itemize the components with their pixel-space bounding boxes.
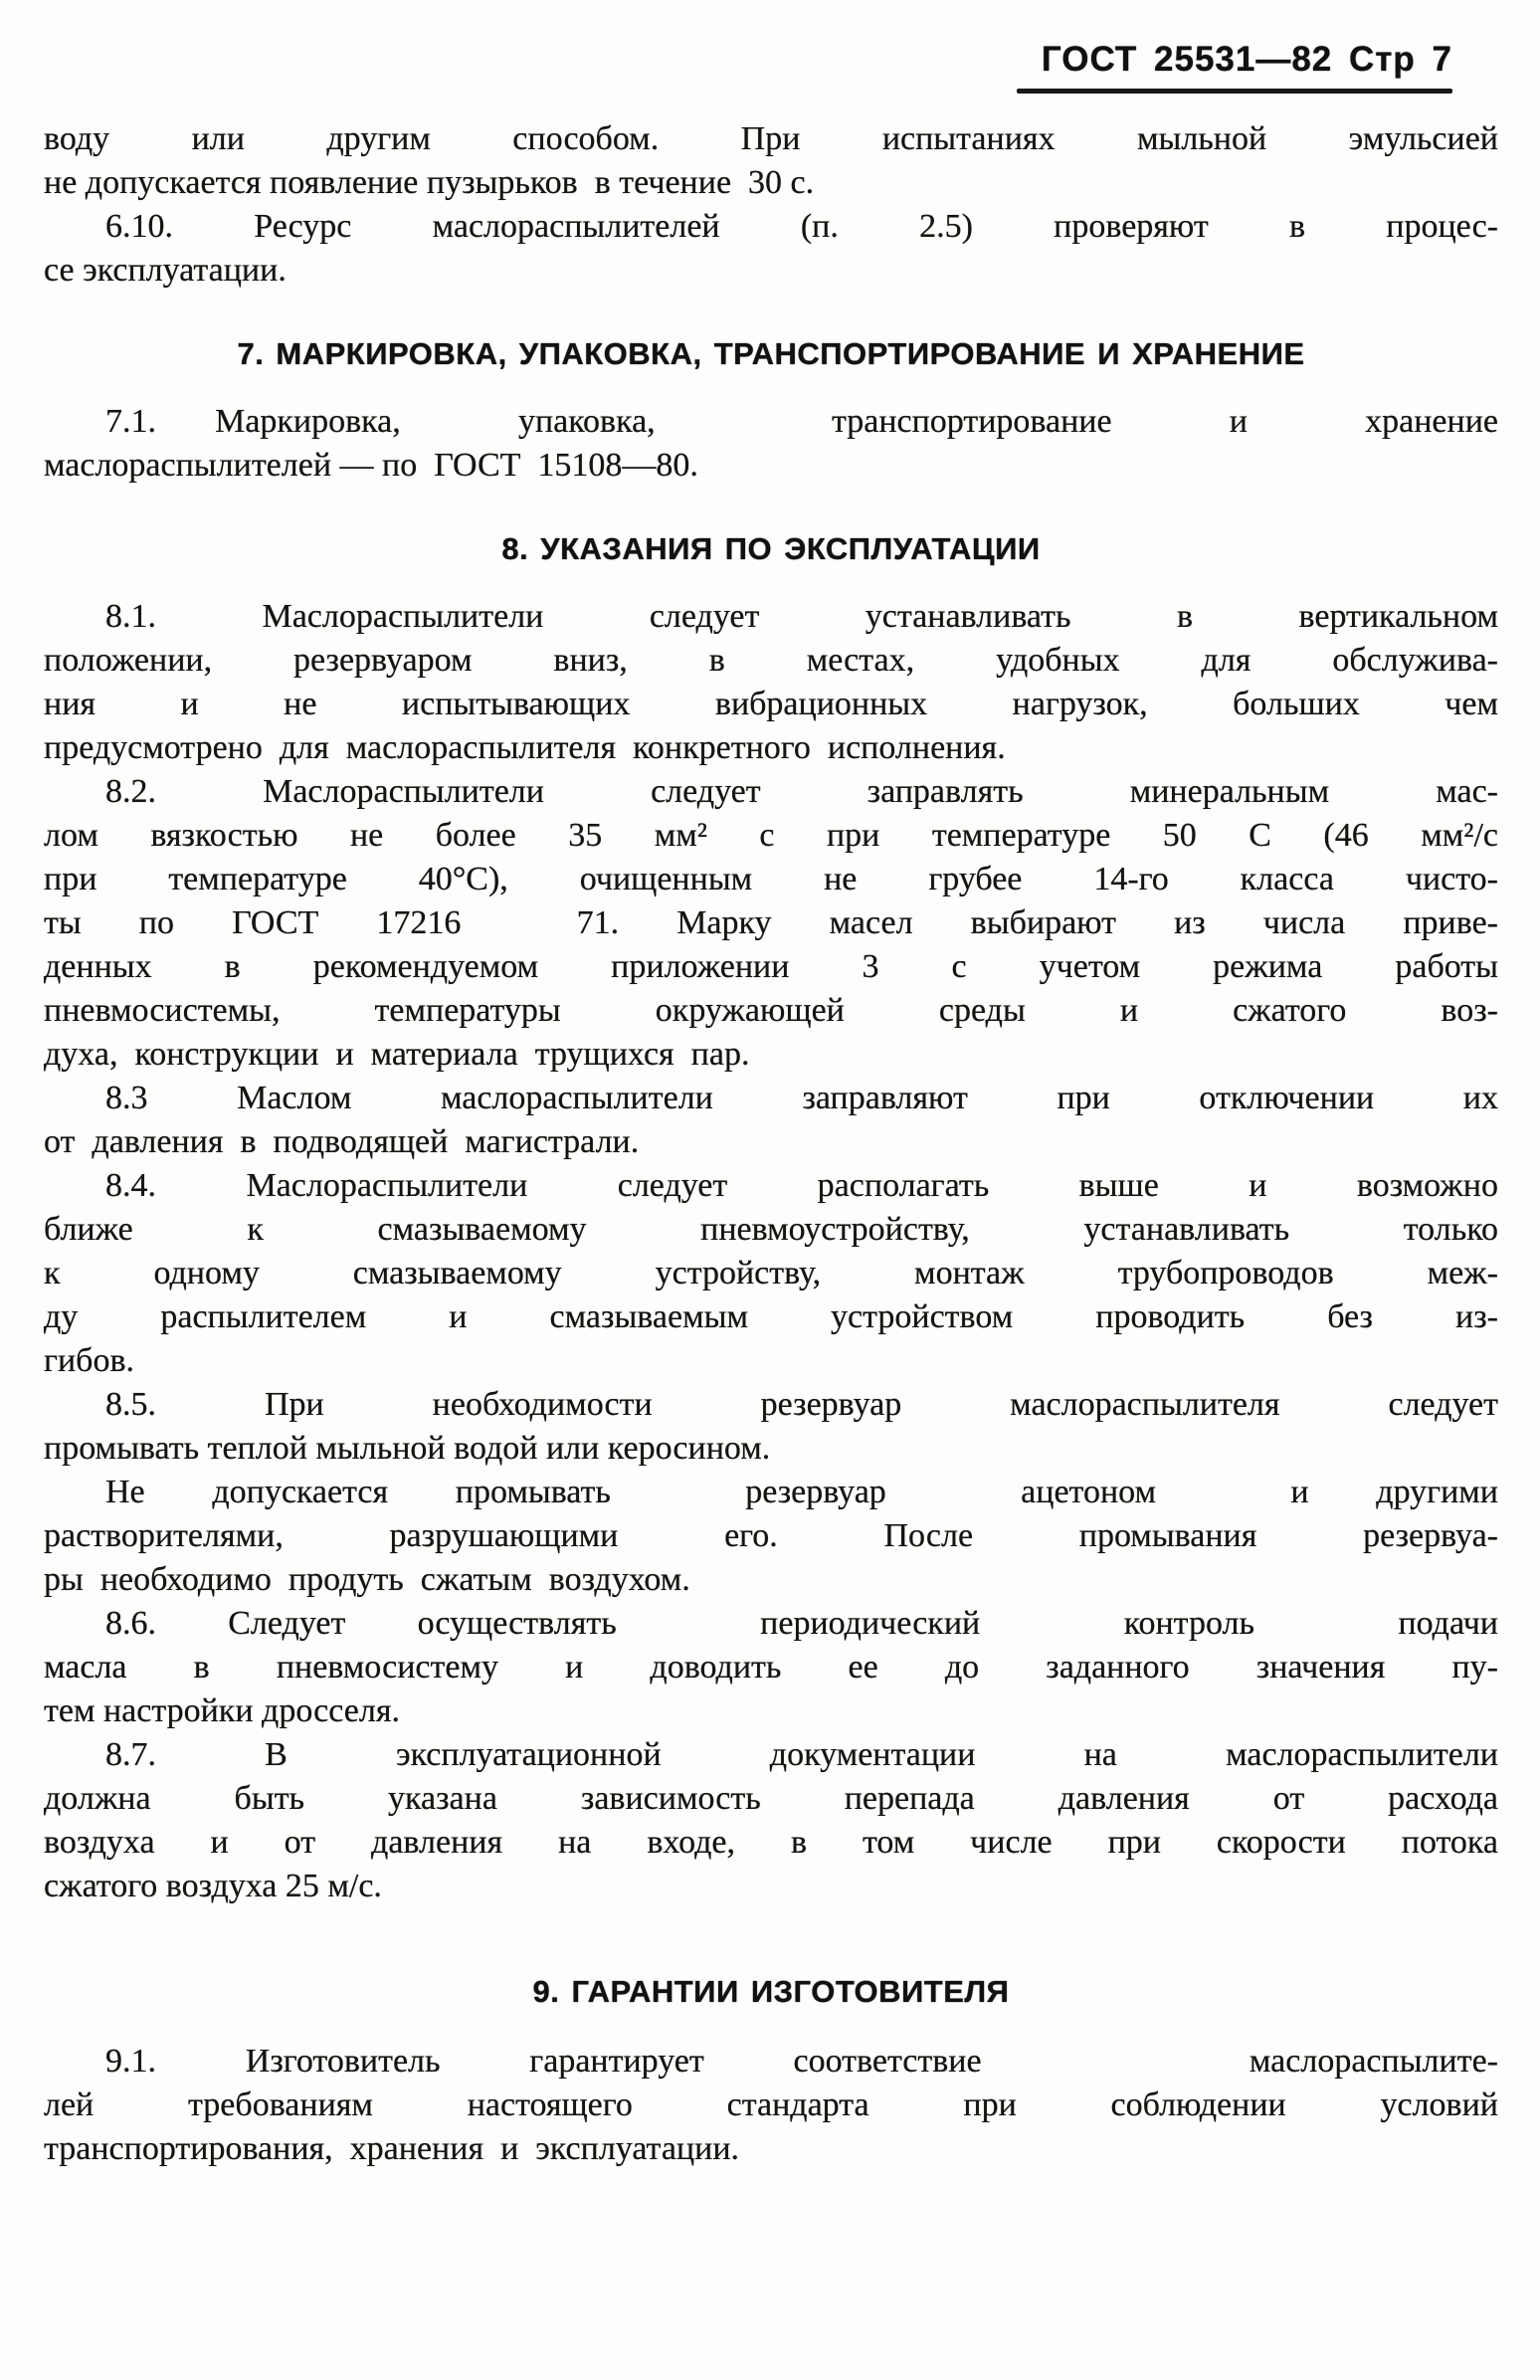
- text-line: воду или другим способом. При испытаниях мыльной эмульсией: [44, 120, 1498, 157]
- text-line: пневмосистемы, температуры окружающей среды и сжатого воз-: [44, 992, 1498, 1029]
- text-line: тем настройки дросселя.: [44, 1692, 400, 1729]
- text-line: при температуре 40°С), очищенным не грубее 14-го класса чисто-: [44, 861, 1498, 897]
- text-line: к одному смазываемому устройству, монтаж трубопроводов меж-: [44, 1255, 1498, 1291]
- text-line: денных в рекомендуемом приложении 3 с учетом режима работы: [44, 948, 1498, 985]
- paragraph: [44, 205, 1498, 293]
- text-line: должна быть указана зависимость перепада давления от расхода: [44, 1780, 1498, 1817]
- text-line: 8.7. В эксплуатационной документации на маслораспылители: [105, 1736, 1498, 1773]
- text-line: гибов.: [44, 1342, 134, 1379]
- text-line: предусмотрено для маслораспылителя конкретного исполнения.: [44, 729, 1006, 766]
- text-line: от давления в подводящей магистрали.: [44, 1123, 640, 1160]
- paragraph: [44, 117, 1498, 205]
- text-line: 6.10. Ресурс маслораспылителей (п. 2.5) проверяют в процес-: [105, 208, 1498, 245]
- text-line: транспортирования, хранения и эксплуатации.: [44, 2130, 740, 2167]
- text-line: лом вязкостью не более 35 мм² с при температуре 50 С (46 мм²/с: [44, 817, 1498, 854]
- paragraph: [44, 1077, 1498, 1164]
- text-line: не допускается появление пузырьков в течение 30 с.: [44, 164, 815, 201]
- section-heading: 8. УКАЗАНИЯ ПО ЭКСПЛУАТАЦИИ: [501, 531, 1041, 566]
- text-line: 8.5. При необходимости резервуар маслораспылителя следует: [105, 1386, 1498, 1423]
- header-rule: [1017, 89, 1452, 94]
- text-line: маслораспылителей — по ГОСТ 15108—80.: [44, 447, 698, 484]
- paragraph: [44, 1383, 1498, 1471]
- text-line: ближе к смазываемому пневмоустройству, устанавливать только: [44, 1211, 1498, 1248]
- text-line: 8.2. Маслораспылители следует заправлять минеральным мас-: [105, 773, 1498, 810]
- document-body: [44, 117, 1498, 2171]
- text-line: Не допускается промывать резервуар ацетоном и другими: [105, 1474, 1498, 1510]
- text-line: положении, резервуаром вниз, в местах, удобных для обслужива-: [44, 642, 1498, 679]
- text-line: масла в пневмосистему и доводить ее до заданного значения пу-: [44, 1649, 1498, 1686]
- text-line: лей требованиям настоящего стандарта при соблюдении условий: [44, 2086, 1498, 2123]
- header-title: ГОСТ 25531—82 Стр 7: [1041, 40, 1452, 79]
- paragraph: [44, 770, 1498, 1077]
- text-line: промывать теплой мыльной водой или керосином.: [44, 1430, 771, 1467]
- page-header: [0, 40, 1452, 94]
- paragraph: [44, 1164, 1498, 1383]
- text-line: ры необходимо продуть сжатым воздухом.: [44, 1561, 690, 1598]
- paragraph: [44, 400, 1498, 488]
- paragraph: [44, 1733, 1498, 1908]
- text-line: 9.1. Изготовитель гарантирует соответствие маслораспылите-: [105, 2043, 1498, 2080]
- text-line: сжатого воздуха 25 м/с.: [44, 1868, 382, 1904]
- paragraph: [44, 595, 1498, 770]
- text-line: ду распылителем и смазываемым устройством проводить без из-: [44, 1298, 1498, 1335]
- text-line: ты по ГОСТ 17216 71. Марку масел выбирают из числа приве-: [44, 904, 1498, 941]
- section-heading: 7. МАРКИРОВКА, УПАКОВКА, ТРАНСПОРТИРОВАНИЕ И ХРАНЕНИЕ: [237, 336, 1305, 371]
- text-line: 7.1. Маркировка, упаковка, транспортирование и хранение: [105, 403, 1498, 440]
- section-heading: 9. ГАРАНТИИ ИЗГОТОВИТЕЛЯ: [532, 1974, 1010, 2009]
- text-line: духа, конструкции и материала трущихся пар.: [44, 1036, 750, 1073]
- text-line: 8.6. Следует осуществлять периодический контроль подачи: [105, 1605, 1498, 1642]
- text-line: 8.4. Маслораспылители следует располагать выше и возможно: [105, 1167, 1498, 1204]
- text-line: растворителями, разрушающими его. После промывания резервуа-: [44, 1517, 1498, 1554]
- text-line: ния и не испытывающих вибрационных нагрузок, больших чем: [44, 686, 1498, 722]
- paragraph: [44, 1471, 1498, 1602]
- paragraph: [44, 2040, 1498, 2171]
- text-line: 8.3 Маслом маслораспылители заправляют при отключении их: [105, 1080, 1498, 1116]
- paragraph: [44, 1602, 1498, 1733]
- text-line: воздуха и от давления на входе, в том числе при скорости потока: [44, 1824, 1498, 1861]
- text-line: се эксплуатации.: [44, 252, 287, 289]
- text-line: 8.1. Маслораспылители следует устанавливать в вертикальном: [105, 598, 1498, 635]
